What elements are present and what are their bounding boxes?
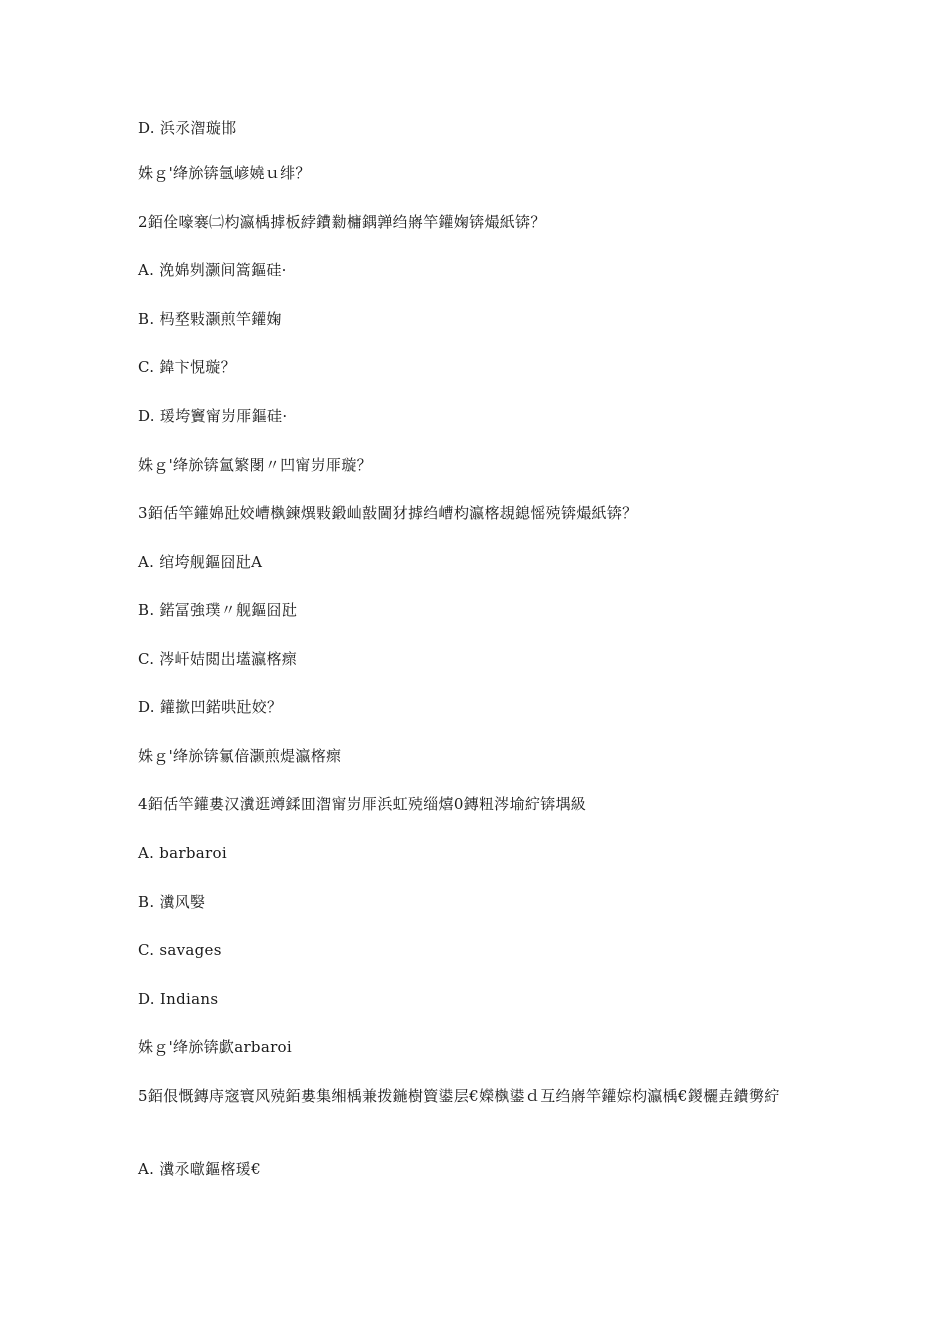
- answer-q2: 姝ｇ'绛旀锛氳繁閿〃凹甯岃厞璇？: [138, 456, 372, 474]
- answer-q3: 姝ｇ'绛旀锛氱偣灏煎煶瀛楁瘝: [138, 747, 342, 765]
- question-2: 2銆佺嚎褰㈡枃瀛楀摢板綍鐨勬槦鍝亸绉嶈竿鑵婅锛熶紙锛？: [138, 213, 546, 231]
- option-d-q4: D. Indians: [138, 990, 219, 1008]
- option-c-q3: C. 涔屽姞閲岀壒瀛楁瘝: [138, 650, 298, 668]
- option-c-q2: C. 鍏卞悓璇？: [138, 358, 236, 376]
- question-4: 4銆佸竿鑵婁汉瀵逛竴鍒囬潪甯岃厞浜虹殑缁熺0鏄粈涔堬紵锛堣級: [138, 795, 587, 813]
- option-a-q5: A. 瀵氶噷鏂楁瑗€: [138, 1160, 261, 1178]
- option-b-q2: B. 杩堥敤灏煎竿鑵婅: [138, 310, 282, 328]
- question-5: 5銆佷慨鏄庤窛寰风殑銆婁集缃楀兼拨鍦樹簤鍙层€嬫槸鍙ｄ互绉嶈竿鑵婃枃瀛楀€鍐欐垚鐨勶紵: [138, 1087, 780, 1105]
- option-c-q4: C. savages: [138, 941, 222, 959]
- answer-q4: 姝ｇ'绛旀锛歔arbaroi: [138, 1038, 292, 1056]
- option-d-q2: D. 瑗垮竇甯岃厞鏂硅·: [138, 407, 288, 425]
- option-d-q1: D. 浜氶潪璇邯: [138, 119, 237, 137]
- option-a-q4: A. barbaroi: [138, 844, 227, 862]
- option-b-q3: B. 鍩冨強璞〃舰鏂囧瓧: [138, 601, 298, 619]
- answer-q1: 姝ｇ'绛旀锛氬嵃嬈ｕ绯？: [138, 164, 311, 182]
- option-a-q3: A. 绾垮舰鏂囧瓧A: [138, 553, 263, 571]
- option-b-q4: B. 瀵风嫛: [138, 893, 206, 911]
- option-d-q3: D. 鑵撳凹鍩哄瓧姣？: [138, 698, 283, 716]
- option-a-q2: A. 浼婂刿灏间篙鏂硅·: [138, 261, 287, 279]
- question-3: 3銆佸竿鑵婂瓧姣嶆槸鍊熼敤鍛屾敼閫犲摢绉嶆枃瀛楁覟鎴愮殑锛熶紙锛？: [138, 504, 638, 522]
